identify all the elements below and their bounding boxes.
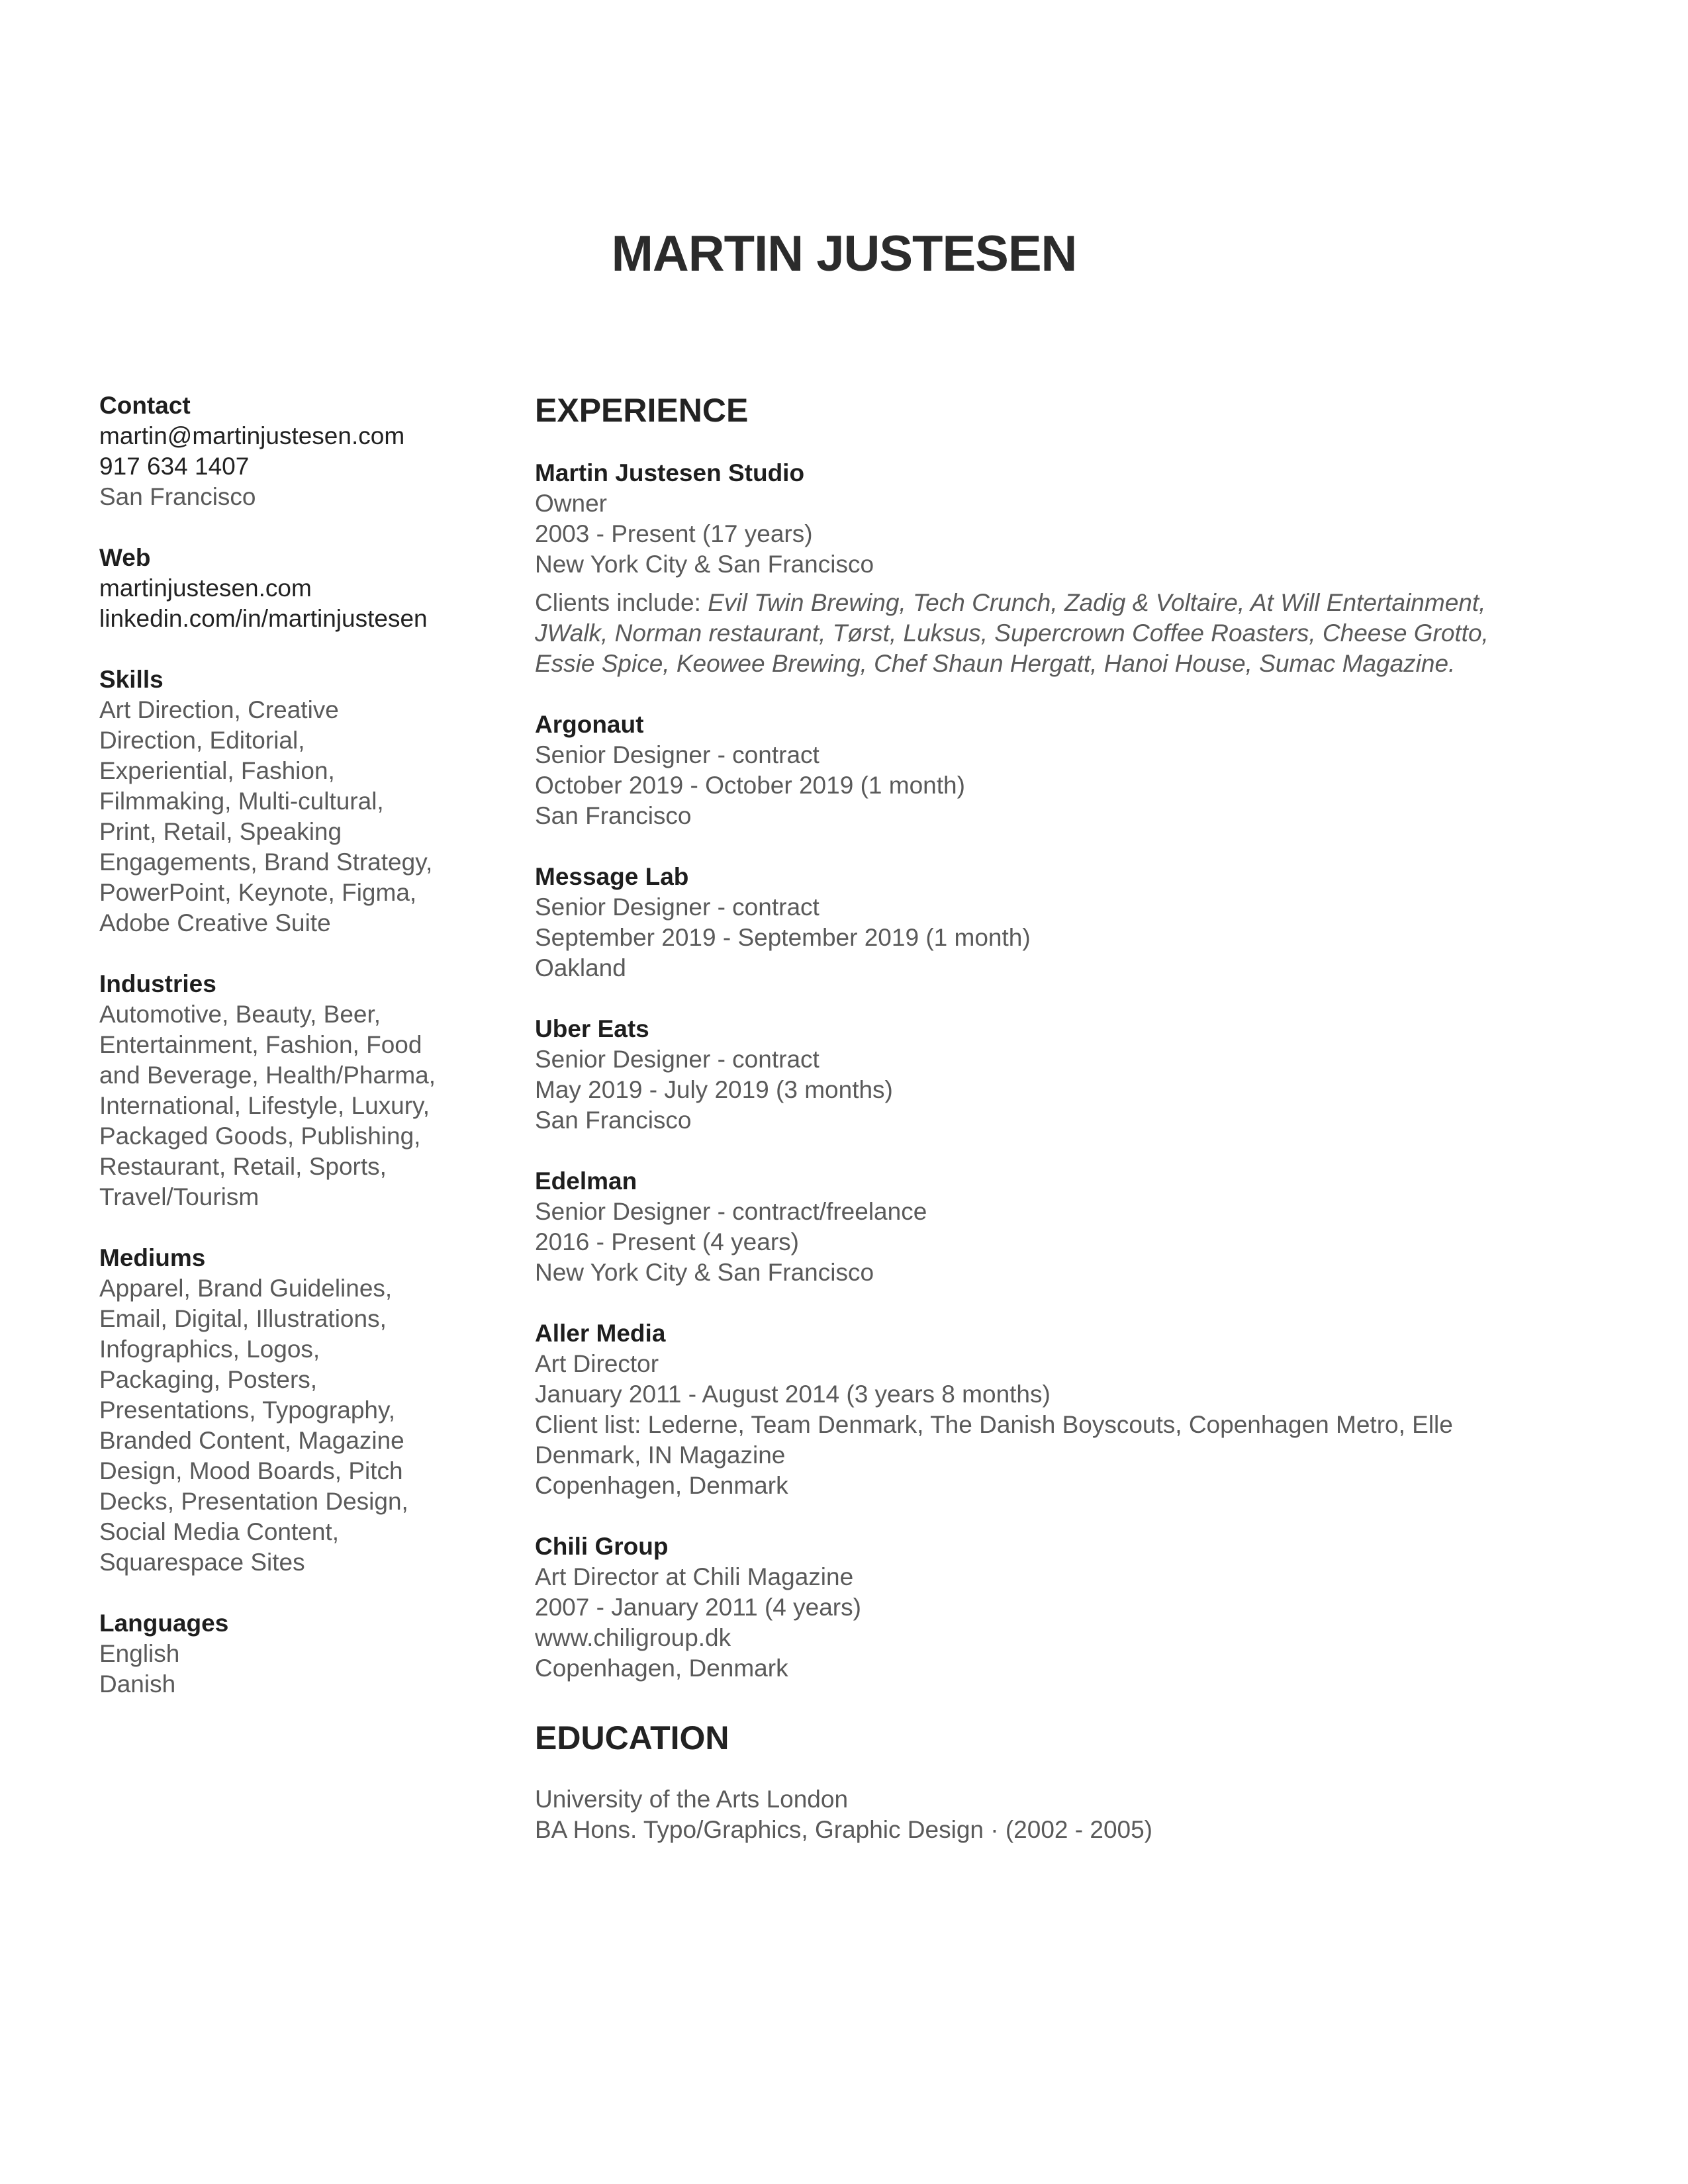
job-line: San Francisco <box>535 802 692 829</box>
education-school: University of the Arts London <box>535 1786 849 1813</box>
job-line: 2007 - January 2011 (4 years) <box>535 1594 861 1621</box>
job-company: Edelman <box>535 1167 637 1195</box>
mediums-line: Branded Content, Magazine <box>99 1427 404 1454</box>
job-line: Senior Designer - contract <box>535 1046 820 1073</box>
job-entry <box>535 1166 1528 1288</box>
job-line: September 2019 - September 2019 (1 month) <box>535 924 1031 951</box>
contact-email: martin@martinjustesen.com <box>99 422 405 449</box>
job-line: Senior Designer - contract <box>535 893 820 921</box>
clients-label: Clients include: <box>535 589 708 616</box>
job-line: San Francisco <box>535 1107 692 1134</box>
language-item: Danish <box>99 1670 176 1698</box>
industries-line: International, Lifestyle, Luxury, <box>99 1092 430 1119</box>
mediums-heading: Mediums <box>99 1244 206 1271</box>
industries-line: and Beverage, Health/Pharma, <box>99 1062 436 1089</box>
main-content <box>535 390 1528 1845</box>
job-line: October 2019 - October 2019 (1 month) <box>535 772 965 799</box>
mediums-line: Presentations, Typography, <box>99 1396 396 1424</box>
mediums-line: Design, Mood Boards, Pitch <box>99 1457 403 1484</box>
mediums-line: Infographics, Logos, <box>99 1336 320 1363</box>
skills-section <box>99 664 470 938</box>
industries-line: Entertainment, Fashion, Food <box>99 1031 422 1058</box>
languages-section <box>99 1608 470 1700</box>
clients-line: Essie Spice, Keowee Brewing, Chef Shaun Hergatt, Hanoi House, Sumac Magazine. <box>535 650 1456 677</box>
contact-phone: 917 634 1407 <box>99 453 250 480</box>
mediums-line: Apparel, Brand Guidelines, <box>99 1275 393 1302</box>
languages-heading: Languages <box>99 1610 229 1637</box>
job-line: 2016 - Present (4 years) <box>535 1228 799 1255</box>
job-line: New York City & San Francisco <box>535 551 874 578</box>
skills-line: Adobe Creative Suite <box>99 909 331 936</box>
web-linkedin: linkedin.com/in/martinjustesen <box>99 605 428 632</box>
job-line: May 2019 - July 2019 (3 months) <box>535 1076 893 1103</box>
job-line: January 2011 - August 2014 (3 years 8 months) <box>535 1381 1051 1408</box>
job-company: Argonaut <box>535 711 644 738</box>
contact-heading: Contact <box>99 392 191 419</box>
education-degree: BA Hons. Typo/Graphics, Graphic Design · (2002 - 2005) <box>535 1816 1153 1843</box>
skills-line: Print, Retail, Speaking <box>99 818 342 845</box>
job-entry <box>535 1318 1528 1501</box>
contact-location: San Francisco <box>99 483 256 510</box>
job-entry <box>535 1014 1528 1136</box>
industries-heading: Industries <box>99 970 216 997</box>
job-line: Senior Designer - contract <box>535 741 820 768</box>
job-clients <box>535 588 1528 679</box>
mediums-line: Email, Digital, Illustrations, <box>99 1305 387 1332</box>
web-site: martinjustesen.com <box>99 574 312 602</box>
language-item: English <box>99 1640 180 1667</box>
industries-line: Restaurant, Retail, Sports, <box>99 1153 387 1180</box>
mediums-section <box>99 1243 470 1578</box>
mediums-line: Packaging, Posters, <box>99 1366 318 1393</box>
job-line: Senior Designer - contract/freelance <box>535 1198 927 1225</box>
experience-title: EXPERIENCE <box>535 392 749 429</box>
job-line: Copenhagen, Denmark <box>535 1655 788 1682</box>
contact-section <box>99 390 470 512</box>
job-company: Martin Justesen Studio <box>535 459 805 486</box>
job-entry <box>535 458 1528 679</box>
job-line: www.chiligroup.dk <box>535 1624 731 1651</box>
job-line: New York City & San Francisco <box>535 1259 874 1286</box>
job-line: Art Director <box>535 1350 659 1377</box>
sidebar <box>99 390 470 1730</box>
job-line: Denmark, IN Magazine <box>535 1441 786 1469</box>
job-line: Oakland <box>535 954 626 981</box>
resume-name: MARTIN JUSTESEN <box>611 226 1077 282</box>
job-company: Message Lab <box>535 863 689 890</box>
skills-line: Direction, Editorial, <box>99 727 305 754</box>
industries-line: Travel/Tourism <box>99 1183 259 1210</box>
skills-heading: Skills <box>99 666 164 693</box>
mediums-line: Social Media Content, <box>99 1518 339 1545</box>
skills-line: Filmmaking, Multi-cultural, <box>99 788 384 815</box>
skills-line: Engagements, Brand Strategy, <box>99 848 433 876</box>
job-line: Owner <box>535 490 607 517</box>
industries-line: Automotive, Beauty, Beer, <box>99 1001 381 1028</box>
job-company: Aller Media <box>535 1320 666 1347</box>
job-line: Copenhagen, Denmark <box>535 1472 788 1499</box>
job-line: Art Director at Chili Magazine <box>535 1563 854 1590</box>
job-line: 2003 - Present (17 years) <box>535 520 813 547</box>
mediums-line: Squarespace Sites <box>99 1549 305 1576</box>
job-entry <box>535 1531 1528 1684</box>
mediums-line: Decks, Presentation Design, <box>99 1488 408 1515</box>
job-company: Uber Eats <box>535 1015 649 1042</box>
skills-line: Experiential, Fashion, <box>99 757 335 784</box>
education-title: EDUCATION <box>535 1719 729 1756</box>
job-entry <box>535 862 1528 983</box>
skills-line: Art Direction, Creative <box>99 696 339 723</box>
web-heading: Web <box>99 544 151 571</box>
job-company: Chili Group <box>535 1533 669 1560</box>
job-entry <box>535 709 1528 831</box>
clients-line: Evil Twin Brewing, Tech Crunch, Zadig & Voltaire, At Will Entertainment, <box>708 589 1486 616</box>
skills-line: PowerPoint, Keynote, Figma, <box>99 879 417 906</box>
web-section <box>99 543 470 634</box>
industries-line: Packaged Goods, Publishing, <box>99 1122 421 1150</box>
job-line: Client list: Lederne, Team Denmark, The Danish Boyscouts, Copenhagen Metro, Elle <box>535 1411 1453 1438</box>
industries-section <box>99 969 470 1212</box>
clients-line: JWalk, Norman restaurant, Tørst, Luksus, Supercrown Coffee Roasters, Cheese Grotto, <box>535 619 1489 647</box>
